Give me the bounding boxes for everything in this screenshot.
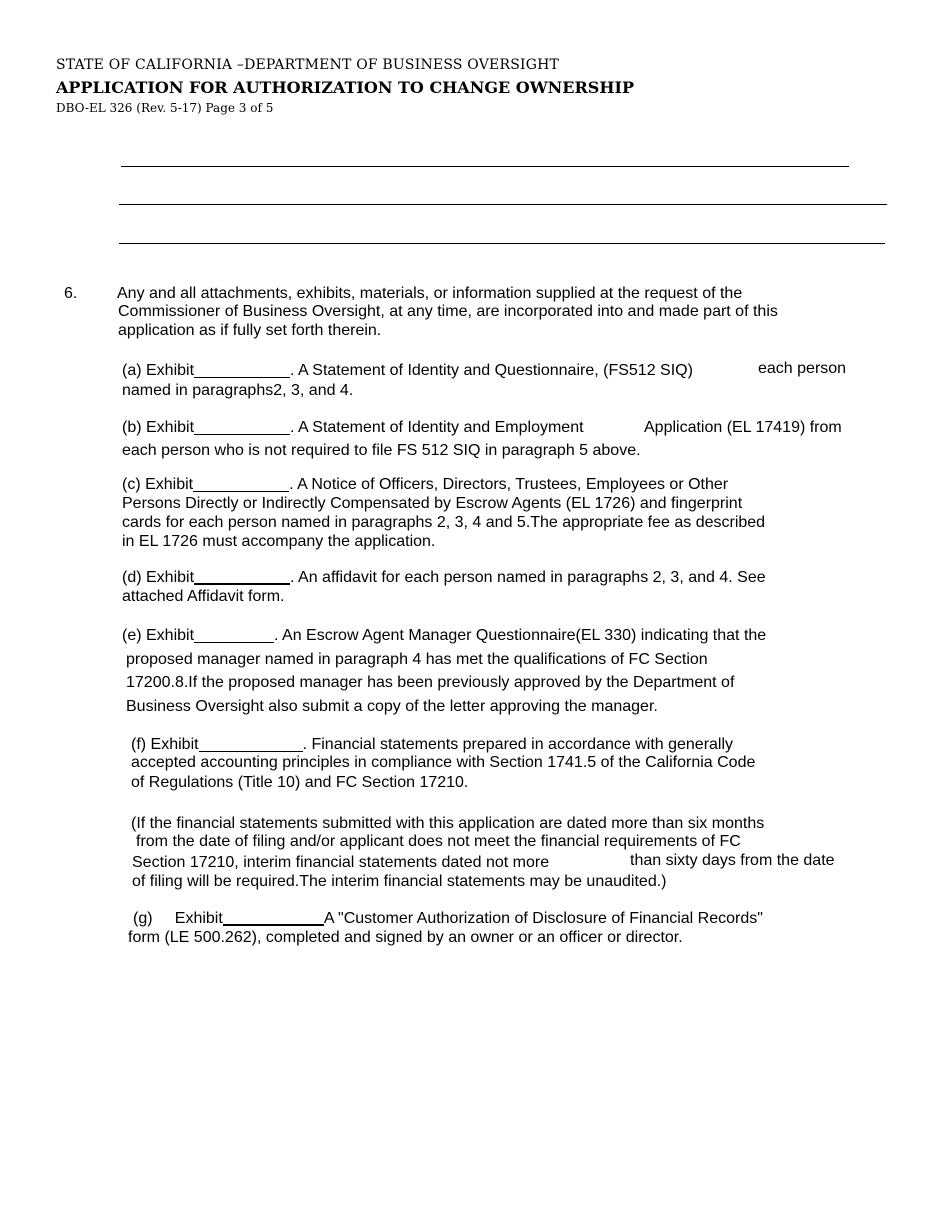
exhibit-f-label: (f) Exhibit bbox=[131, 736, 199, 753]
exhibit-b-line-2: each person who is not required to file FS 512 SIQ in paragraph 5 above. bbox=[122, 442, 641, 459]
financial-note-line-3b: than sixty days from the date bbox=[630, 852, 835, 869]
answer-line-1[interactable] bbox=[121, 166, 849, 167]
exhibit-d-line-1 bbox=[122, 567, 766, 587]
form-reference: DBO-EL 326 (Rev. 5-17) Page 3 of 5 bbox=[56, 101, 274, 115]
exhibit-e-blank[interactable] bbox=[194, 626, 274, 643]
exhibit-g-line-1 bbox=[133, 908, 763, 928]
exhibit-d-text: . An affidavit for each person named in paragraphs 2, 3, and 4. See bbox=[290, 569, 766, 586]
exhibit-c-label: (c) Exhibit bbox=[122, 476, 194, 493]
exhibit-c-line-2: Persons Directly or Indirectly Compensated by Escrow Agents (EL 1726) and fingerprint bbox=[122, 495, 743, 512]
exhibit-f-blank[interactable] bbox=[199, 735, 303, 752]
exhibit-f-line-2: accepted accounting principles in compliance with Section 1741.5 of the California Code bbox=[131, 754, 756, 771]
exhibit-g-blank[interactable] bbox=[223, 908, 324, 926]
exhibit-g-text: A "Customer Authorization of Disclosure of Financial Records" bbox=[323, 910, 763, 927]
item-intro-line-1: Any and all attachments, exhibits, materials, or information supplied at the request of the bbox=[117, 285, 743, 302]
exhibit-f-line-3: of Regulations (Title 10) and FC Section 17210. bbox=[131, 774, 469, 791]
exhibit-g-label: (g) Exhibit bbox=[133, 910, 223, 927]
exhibit-c-line-3: cards for each person named in paragraphs 2, 3, 4 and 5.The appropriate fee as described bbox=[122, 514, 766, 531]
exhibit-c-line-1 bbox=[122, 475, 728, 494]
exhibit-g-line-2: form (LE 500.262), completed and signed by an owner or an officer or director. bbox=[128, 929, 683, 946]
exhibit-c-line-4: in EL 1726 must accompany the application. bbox=[122, 533, 436, 550]
exhibit-c-blank[interactable] bbox=[193, 475, 289, 492]
exhibit-b-line-1b: Application (EL 17419) from bbox=[644, 419, 842, 436]
financial-note-line-1: (If the financial statements submitted with this application are dated more than six months bbox=[131, 815, 765, 832]
exhibit-a-text: . A Statement of Identity and Questionnaire, (FS512 SIQ) bbox=[290, 362, 693, 379]
exhibit-b-line-1 bbox=[122, 418, 584, 437]
exhibit-b-blank[interactable] bbox=[194, 418, 290, 435]
financial-note-line-4: of filing will be required.The interim financial statements may be unaudited.) bbox=[132, 873, 667, 890]
exhibit-b-label: (b) Exhibit bbox=[122, 419, 195, 436]
agency-header: STATE OF CALIFORNIA –DEPARTMENT OF BUSINESS OVERSIGHT bbox=[56, 57, 560, 73]
item-intro-line-2: Commissioner of Business Oversight, at any time, are incorporated into and made part of this bbox=[118, 303, 778, 320]
exhibit-e-line-2: proposed manager named in paragraph 4 has met the qualifications of FC Section bbox=[126, 651, 708, 668]
exhibit-e-line-1 bbox=[122, 626, 766, 645]
item-intro-line-3: application as if fully set forth therein. bbox=[118, 322, 382, 339]
exhibit-a-blank[interactable] bbox=[194, 361, 290, 378]
answer-line-2[interactable] bbox=[119, 204, 887, 205]
item-number: 6. bbox=[64, 285, 78, 302]
exhibit-f-line-1 bbox=[131, 735, 733, 754]
answer-line-3[interactable] bbox=[119, 243, 885, 244]
exhibit-d-label: (d) Exhibit bbox=[122, 569, 195, 586]
exhibit-a-line-1b: each person bbox=[758, 360, 847, 377]
exhibit-d-line-2: attached Affidavit form. bbox=[122, 588, 285, 605]
exhibit-a-label: (a) Exhibit bbox=[122, 362, 195, 379]
form-title: APPLICATION FOR AUTHORIZATION TO CHANGE OWNERSHIP bbox=[56, 78, 634, 97]
exhibit-e-line-4: Business Oversight also submit a copy of the letter approving the manager. bbox=[126, 698, 658, 715]
financial-note-line-2: from the date of filing and/or applicant does not meet the financial requirements of FC bbox=[136, 833, 741, 850]
exhibit-a-line-1 bbox=[122, 361, 693, 380]
exhibit-a-line-2: named in paragraphs2, 3, and 4. bbox=[122, 382, 354, 399]
exhibit-e-text: . An Escrow Agent Manager Questionnaire(EL 330) indicating that the bbox=[274, 627, 767, 644]
exhibit-f-text: . Financial statements prepared in accordance with generally bbox=[302, 736, 734, 753]
exhibit-b-text: . A Statement of Identity and Employment bbox=[290, 419, 584, 436]
exhibit-e-label: (e) Exhibit bbox=[122, 627, 195, 644]
exhibit-e-line-3: 17200.8.If the proposed manager has been previously approved by the Department of bbox=[126, 674, 735, 691]
financial-note-line-3: Section 17210, interim financial statements dated not more bbox=[132, 854, 550, 871]
exhibit-d-blank[interactable] bbox=[194, 567, 290, 585]
exhibit-c-text: . A Notice of Officers, Directors, Trustees, Employees or Other bbox=[289, 476, 729, 493]
